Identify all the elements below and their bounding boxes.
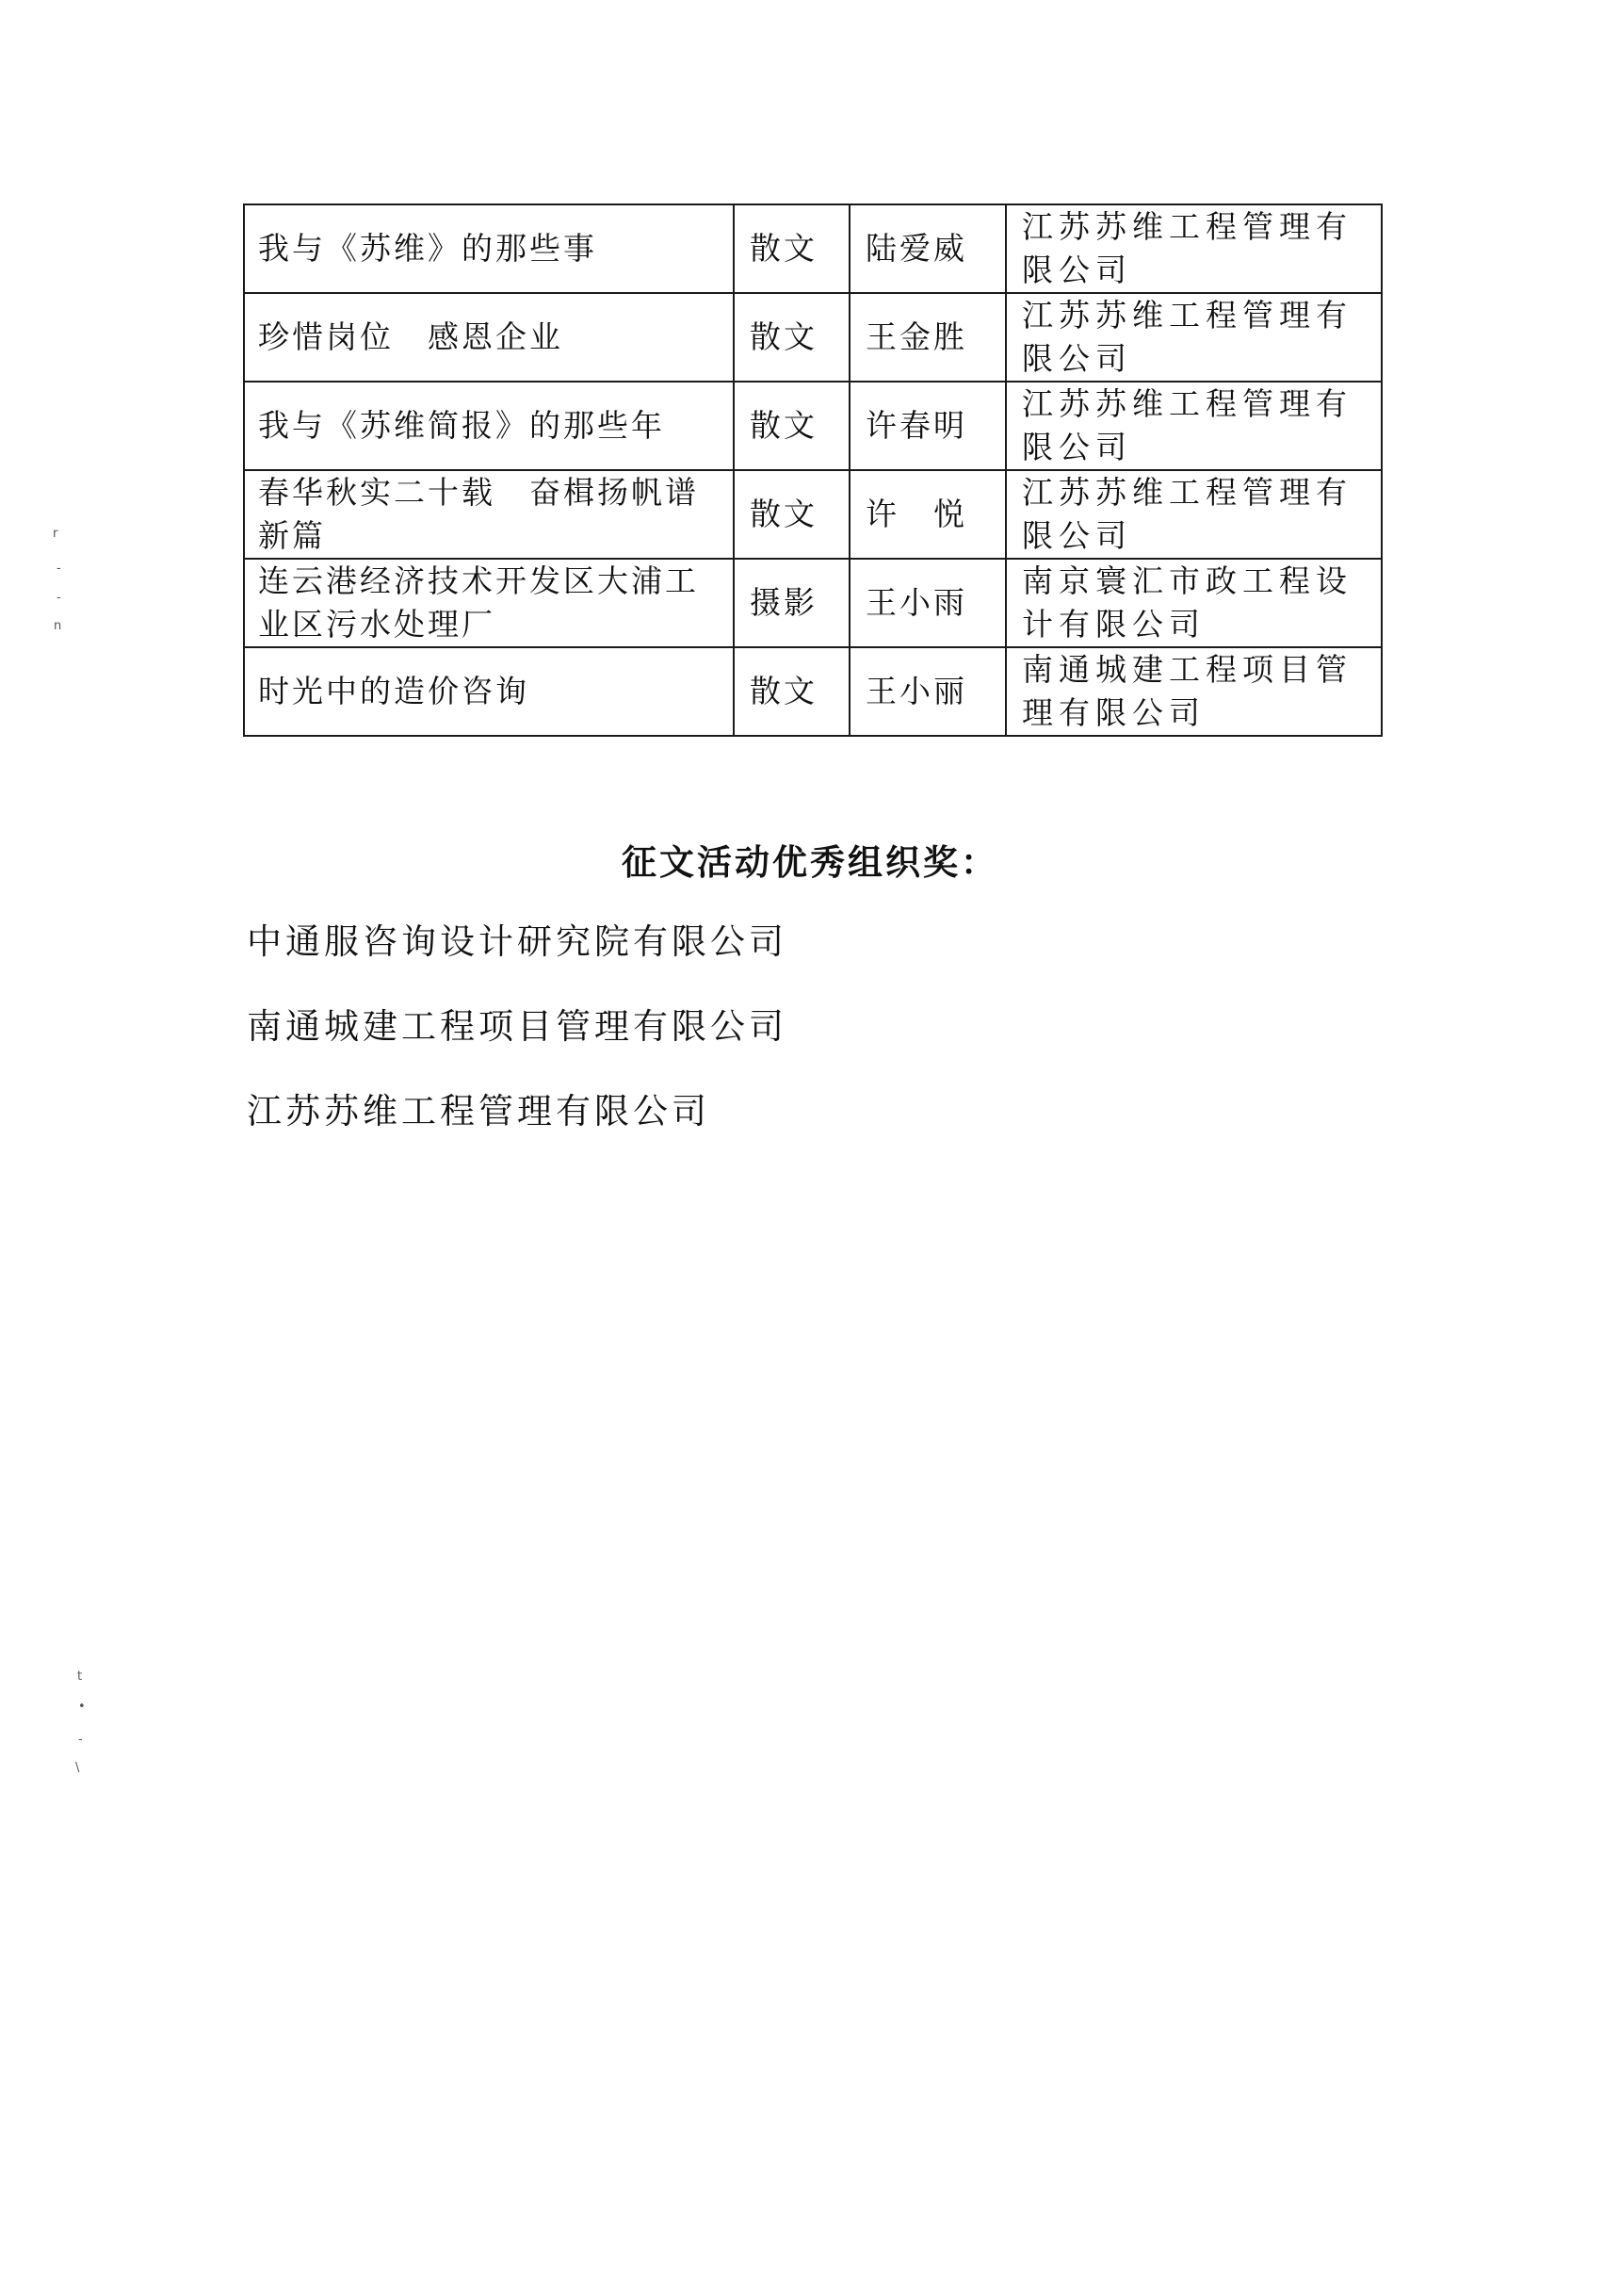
work-genre: 散文 [734, 470, 850, 559]
organization-award-heading: 征文活动优秀组织奖： [622, 842, 998, 883]
work-title: 时光中的造价咨询 [244, 647, 734, 736]
work-author: 王金胜 [850, 293, 1006, 382]
work-author: 许春明 [850, 382, 1006, 470]
work-author: 王小雨 [850, 559, 1006, 647]
table-row [244, 647, 1382, 736]
table-row [244, 204, 1382, 293]
work-organization: 南通城建工程项目管理有限公司 [1006, 647, 1382, 736]
scan-artifact-mark: - [57, 591, 61, 605]
scan-artifact-mark: • [78, 1700, 86, 1714]
scan-artifact-mark: \ [75, 1761, 80, 1775]
scan-artifact-mark: r [53, 527, 58, 541]
work-author: 王小丽 [850, 647, 1006, 736]
work-title: 连云港经济技术开发区大浦工业区污水处理厂 [244, 559, 734, 647]
scan-artifact-mark: t [77, 1669, 83, 1684]
table-row [244, 470, 1382, 559]
table-row [244, 559, 1382, 647]
work-title: 我与《苏维简报》的那些年 [244, 382, 734, 470]
awards-table [243, 204, 1383, 737]
work-genre: 散文 [734, 382, 850, 470]
work-organization: 江苏苏维工程管理有限公司 [1006, 382, 1382, 470]
work-title: 珍惜岗位 感恩企业 [244, 293, 734, 382]
work-title: 我与《苏维》的那些事 [244, 204, 734, 293]
work-genre: 散文 [734, 204, 850, 293]
work-genre: 摄影 [734, 559, 850, 647]
work-organization: 江苏苏维工程管理有限公司 [1006, 293, 1382, 382]
scan-artifact-mark: n [54, 619, 62, 633]
organization-award-item: 中通服咨询设计研究院有限公司 [247, 921, 787, 962]
work-genre: 散文 [734, 293, 850, 382]
table-row [244, 293, 1382, 382]
work-author: 许 悦 [850, 470, 1006, 559]
organization-award-item: 江苏苏维工程管理有限公司 [247, 1091, 710, 1132]
organization-award-item: 南通城建工程项目管理有限公司 [247, 1006, 787, 1047]
table-row [244, 382, 1382, 470]
work-organization: 南京寰汇市政工程设计有限公司 [1006, 559, 1382, 647]
work-genre: 散文 [734, 647, 850, 736]
scan-artifact-mark: - [78, 1733, 83, 1747]
work-title: 春华秋实二十载 奋楫扬帆谱新篇 [244, 470, 734, 559]
work-organization: 江苏苏维工程管理有限公司 [1006, 470, 1382, 559]
work-author: 陆爱威 [850, 204, 1006, 293]
work-organization: 江苏苏维工程管理有限公司 [1006, 204, 1382, 293]
organization-award-list [247, 919, 787, 1173]
scan-artifact-mark: - [57, 562, 61, 576]
